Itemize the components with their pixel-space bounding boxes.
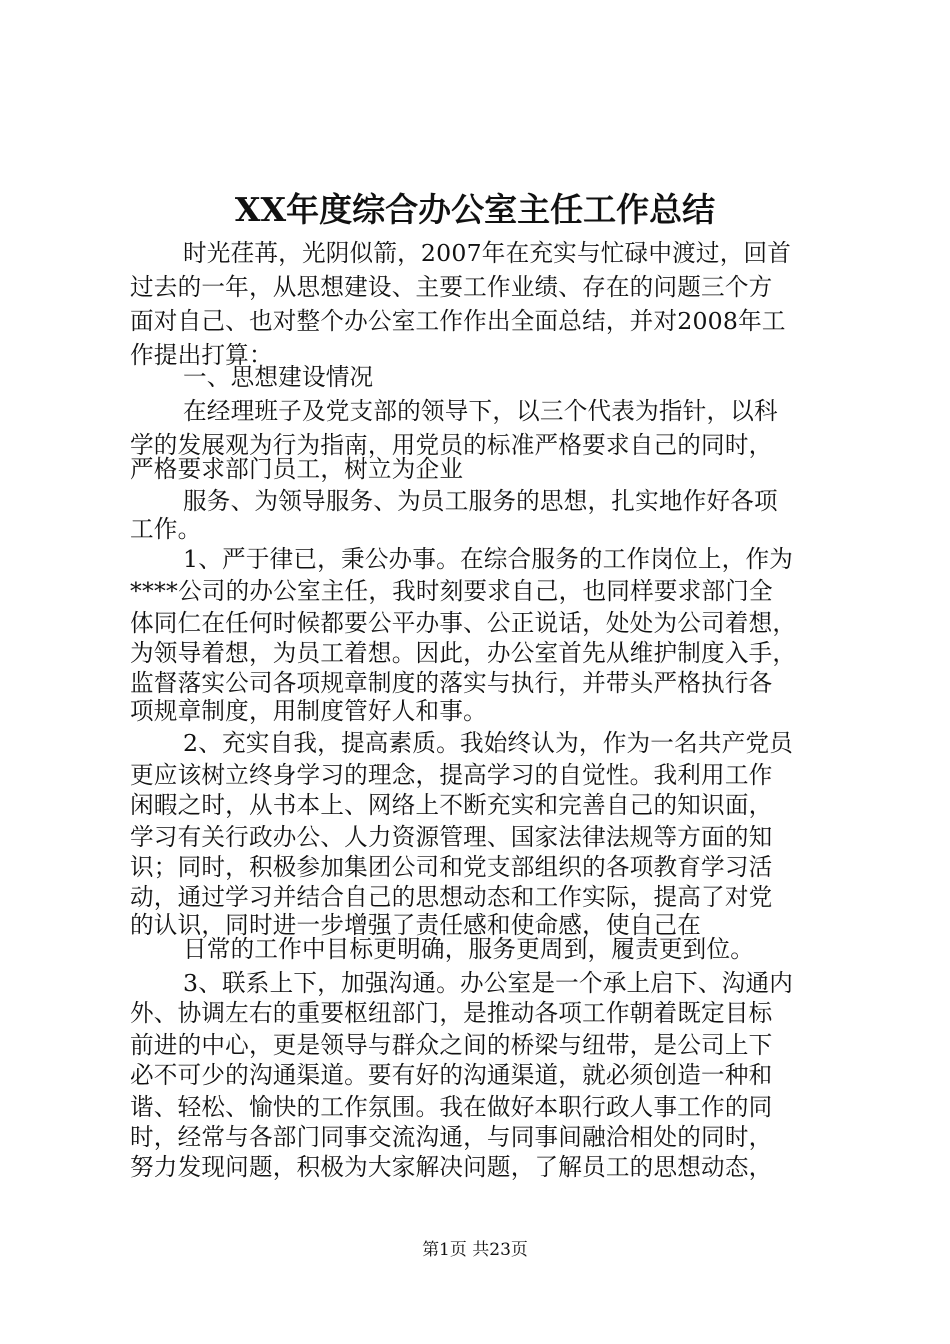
text-line: 必不可少的沟通渠道。要有好的沟通渠道，就必须创造一种和 (130, 1061, 773, 1089)
text-line: 严格要求部门员工，树立为企业 (130, 455, 464, 483)
text-line: 2、充实自我，提高素质。我始终认为，作为一名共产党员 (183, 729, 794, 757)
text-line: 学的发展观为行为指南，用党员的标准严格要求自己的同时， (130, 431, 773, 459)
text-line: 日常的工作中目标更明确，服务更周到，履责更到位。 (183, 935, 755, 963)
text-line: ****公司的办公室主任，我时刻要求自己，也同样要求部门全 (130, 577, 773, 605)
text-line: 识；同时，积极参加集团公司和党支部组织的各项教育学习活 (130, 853, 773, 881)
text-line: 监督落实公司各项规章制度的落实与执行，并带头严格执行各 (130, 669, 773, 697)
text-line: 谐、轻松、愉快的工作氛围。我在做好本职行政人事工作的同 (130, 1093, 773, 1121)
text-line: 过去的一年，从思想建设、主要工作业绩、存在的问题三个方 (130, 273, 773, 301)
text-line: 面对自己、也对整个办公室工作作出全面总结，并对2008年工 (130, 307, 786, 335)
text-line: 3、联系上下，加强沟通。办公室是一个承上启下、沟通内 (183, 969, 794, 997)
text-line: 闲暇之时，从书本上、网络上不断充实和完善自己的知识面， (130, 791, 773, 819)
document-title: XX年度综合办公室主任工作总结 (234, 190, 716, 229)
text-line: 时光荏苒，光阴似箭，2007年在充实与忙碌中渡过，回首 (183, 239, 792, 267)
text-line: 时，经常与各部门同事交流沟通，与同事间融洽相处的同时， (130, 1123, 773, 1151)
text-line: 项规章制度，用制度管好人和事。 (130, 697, 487, 725)
text-line: 工作。 (130, 515, 202, 543)
text-line: 为领导着想，为员工着想。因此，办公室首先从维护制度入手， (130, 639, 797, 667)
section-heading: 一、思想建设情况 (183, 363, 374, 391)
text-line: 更应该树立终身学习的理念，提高学习的自觉性。我利用工作 (130, 761, 773, 789)
text-line: 努力发现问题，积极为大家解决问题，了解员工的思想动态， (130, 1153, 773, 1181)
text-line: 1、严于律已，秉公办事。在综合服务的工作岗位上，作为 (183, 545, 794, 573)
text-line: 作提出打算： (130, 341, 273, 369)
text-line: 动，通过学习并结合自己的思想动态和工作实际，提高了对党 (130, 883, 773, 911)
text-line: 学习有关行政办公、人力资源管理、国家法律法规等方面的知 (130, 823, 773, 851)
text-line: 前进的中心，更是领导与群众之间的桥梁与纽带，是公司上下 (130, 1031, 773, 1059)
text-line: 在经理班子及党支部的领导下，以三个代表为指针，以科 (183, 397, 778, 425)
text-line: 体同仁在任何时候都要公平办事、公正说话，处处为公司着想， (130, 609, 797, 637)
text-line: 外、协调左右的重要枢纽部门，是推动各项工作朝着既定目标 (130, 999, 773, 1027)
text-line: 服务、为领导服务、为员工服务的思想，扎实地作好各项 (183, 487, 778, 515)
text-line: 的认识，同时进一步增强了责任感和使命感，使自己在 (130, 911, 702, 939)
page-number: 第1页 共23页 (422, 1240, 528, 1260)
